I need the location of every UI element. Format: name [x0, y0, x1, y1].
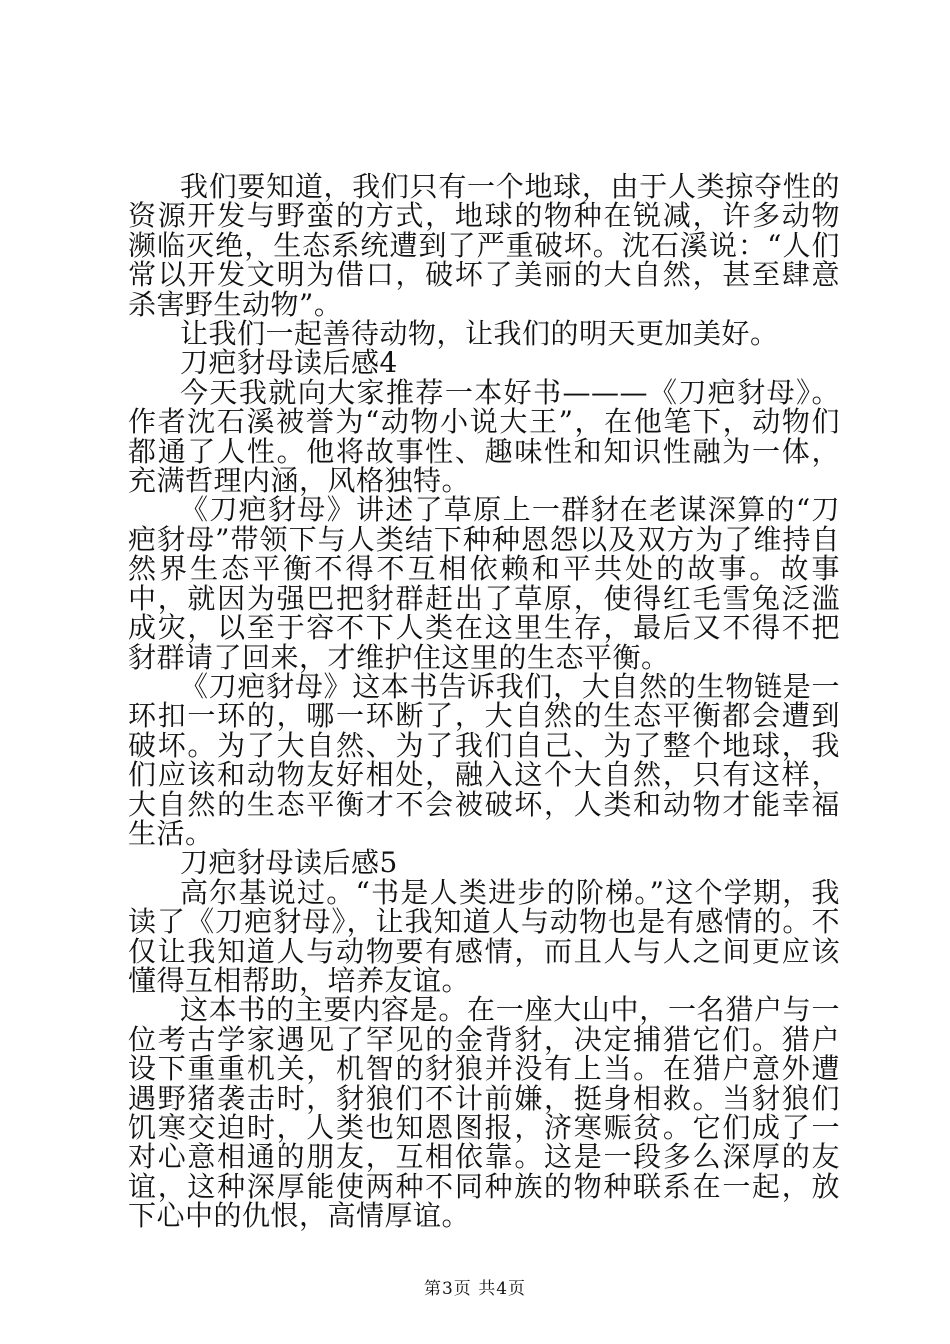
section-heading: 刀疤豺母读后感5: [180, 846, 398, 880]
paragraph: 高尔基说过。“书是人类进步的阶梯。”这个学期，我读了《刀疤豺母》，让我知道人与动物也是有感情的。不仅让我知道人与动物要有感情，而且人与人之间更应该懂得互相帮助，培养友谊。: [128, 875, 840, 997]
paragraph: 今天我就向大家推荐一本好书———《刀疤豺母》。作者沈石溪被誉为“动物小说大王”，在他笔下，动物们都通了人性。他将故事性、趣味性和知识性融为一体，充满哲理内涵，风格独特。: [128, 375, 840, 498]
paragraph: 让我们一起善待动物，让我们的明天更加美好。: [180, 317, 779, 351]
paragraph: 《刀疤豺母》这本书告诉我们，大自然的生物链是一环扣一环的，哪一环断了，大自然的生态平衡都会遭到破坏。为了大自然、为了我们自己、为了整个地球，我们应该和动物友好相处，融入这个大自然，只有这样，大自然的生态平衡才不会被破坏，人类和动物才能幸福生活。: [128, 669, 840, 850]
section-heading: 刀疤豺母读后感4: [180, 346, 398, 380]
page-number-label: 第3页 共4页: [423, 1279, 527, 1299]
page-footer: [0, 1274, 950, 1299]
paragraph: 这本书的主要内容是。在一座大山中，一名猎户与一位考古学家遇见了罕见的金背豺，决定捕猎它们。猎户设下重重机关，机智的豺狼并没有上当。在猎户意外遭遇野猪袭击时，豺狼们不计前嫌，挺身相救。当豺狼们饥寒交迫时，人类也知恩图报，济寒赈贫。它们成了一对心意相通的朋友，互相依靠。这是一段多么深厚的友谊，这种深厚能使两种不同种族的物种联系在一起，放下心中的仇恨，高情厚谊。: [128, 993, 840, 1233]
paragraph: 我们要知道，我们只有一个地球，由于人类掠夺性的资源开发与野蛮的方式，地球的物种在锐减，许多动物濒临灭绝，生态系统遭到了严重破坏。沈石溪说：“人们常以开发文明为借口，破坏了美丽的大自然，甚至肆意杀害野生动物”。: [128, 170, 840, 321]
document-body: [128, 172, 840, 1231]
paragraph: 《刀疤豺母》讲述了草原上一群豺在老谋深算的“刀疤豺母”带领下与人类结下种种恩怨以及双方为了维持自然界生态平衡不得不互相依赖和平共处的故事。故事中，就因为强巴把豺群赶出了草原，使得红毛雪兔泛滥成灾，以至于容不下人类在这里生存，最后又不得不把豺群请了回来，才维护住这里的生态平衡。: [128, 493, 840, 674]
